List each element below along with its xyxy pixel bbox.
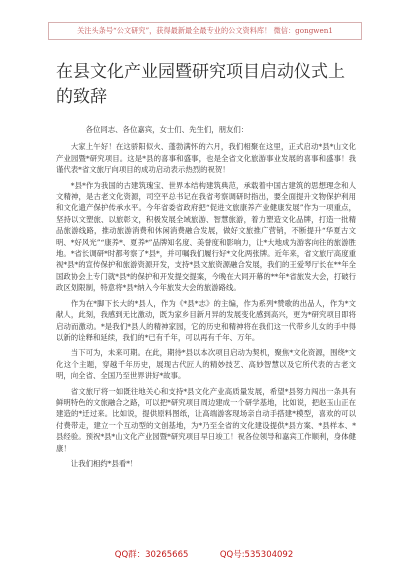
greeting-paragraph: 各位同志、各位嘉宾，女士们、先生们，朋友们： (85, 125, 249, 134)
body-paragraph: 省文旅厅将一如既往地关心和支持*县文化产业高质量发展，希望*县努力闯出一条具有鲜明特色的文旅融合之路，可以把*研究项目周边建成一个研学基地，比如说，把赵玉山正在建造的*迁过来。比如说，提供原料图纸，让高端游客现场亲自动手搭建*模型，喜欢的可以付费带走，建立一个互动型的文创基地，为*乃至全省的文化建设提供*县方案、*县样本、*县经验。预祝*县*山文化产业园暨*研究项目早日竣工！祝各位领导和嘉宾工作顺利，身体健康！ (56, 386, 356, 453)
qq-number-text: QQ号:535304092 (219, 550, 294, 560)
body-paragraph: 当下可为，未来可期。在此，期待*县以本次项目启动为契机，聚焦*文化资源，围绕*文化这个主题，穿越千年历史，展现古代匠人的精妙技艺、高妙智慧以及它所代表的古老文明，向全省、全国乃至世界讲好*故事。 (56, 348, 356, 381)
body-paragraph: *县*作为我国的古建筑瑰宝、世界本结构建筑典范，承载着中国古建筑的思想理念和人文精神，是古老文化资源，司空平总书记在我省考察调研时指出，要全面提升文物保护利用和文化遗产保护传承水平。今年省委省政府把“促进文旅康养产业健康发展”作为一项重点，坚持以文塑旅、以旅彰文，积极发展全域旅游、智慧旅游，着力塑造文化品牌，打造一批精品旅游线路，推动旅游消费和休闲消费融合发展，做好文旅推广营销，不断提升“华夏古文明、*好风光”“康养*、夏养*”品牌知名度、美誉度和影响力，让*大地成为游客向往的旅游胜地。*省长调研*时都考察了*县*，并可嘱我们履行好*文化两张牌。近年来，省文旅厅高度重视*县*的宣传保护和旅游资源开发，支持*县文旅资源融合发展，我们的王爱琴厅长在**年全国政协会上专门就*县*的保护和开发提交提案，今晚在大同开幕的**年*省旅发大会，打破行政区划限制，特意将*县*纳入今年旅发大会的旅游路线。 (56, 180, 356, 293)
document-body (56, 124, 356, 473)
body-paragraph: 大家上午好！在这骄阳似火、蓬勃满怀的六月，我们相聚在这里，正式启动*县*山文化产业园暨*研究项目。这是*县的喜事和盛事，也是全省文化旅游事业发展的喜事和盛事！我谨代表*省文旅厅向项目的成功启动表示热烈的祝贺！ (56, 142, 356, 175)
promo-banner: 关注头条号“公文研究”，获得最新最全最专业的公文资料库！ 微信：gongwen1 (48, 22, 362, 40)
document-title: 在县文化产业园暨研究项目启动仪式上的致辞 (56, 62, 345, 107)
qq-group-text: QQ群：30265665 (114, 550, 189, 560)
closing-paragraph: 让我们相约*县看*！ (70, 458, 138, 468)
body-paragraph: 作为在*脚下长大的*县人，作为《*县*志》的主编，作为系列*赞歌的出品人，作为*文献人，此刻，我感到无比激动，既为家乡目新月异的发展变化感到高兴，更为*研究项目即将启动而激动。*是我们*县人的精神家园，它的历史和精神将在我们这一代带乡儿女的手中得以新的诠释和延续，我们的*已有千年，可以再有千年、万年。 (56, 298, 356, 342)
contact-footer (0, 548, 408, 562)
